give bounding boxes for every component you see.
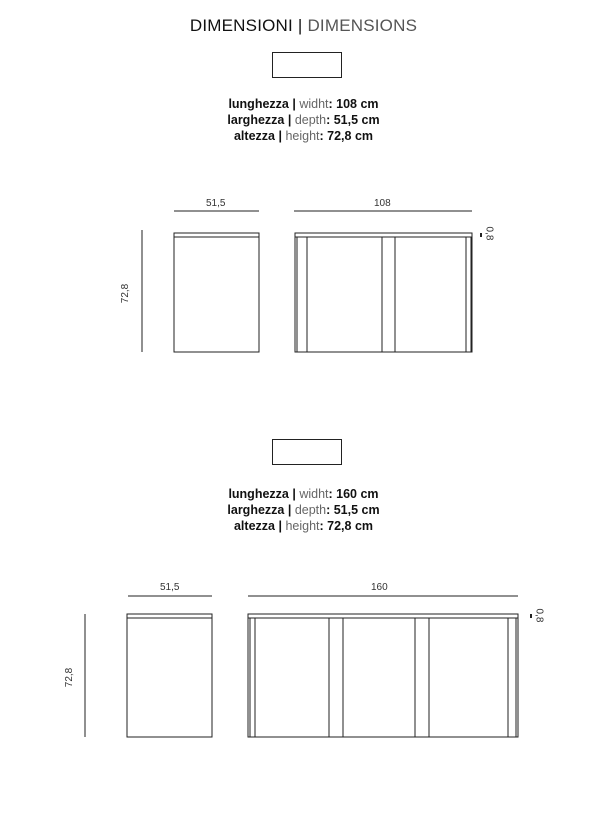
title-italian: DIMENSIONI <box>189 16 293 35</box>
spec-height: altezza | height: 72,8 cm <box>233 129 374 143</box>
product-2-front-width-label: 160 <box>371 582 388 593</box>
product-1-thickness-marker <box>480 233 482 237</box>
product-1-front-view <box>294 211 472 352</box>
product-2-side-width-label: 51,5 <box>160 582 180 593</box>
product-1-top-thickness-label: 0,8 <box>483 226 495 241</box>
spec-height: altezza | height: 72,8 cm <box>233 519 374 533</box>
product-1-side-width-label: 51,5 <box>206 198 226 209</box>
product-2-top-thickness-label: 0,8 <box>533 608 545 623</box>
spec-depth: larghezza | depth: 51,5 cm <box>227 503 380 517</box>
product-2-thickness-marker <box>530 614 532 618</box>
product-1-front-width-label: 108 <box>374 198 391 209</box>
spec-width: lunghezza | widht: 160 cm <box>228 487 379 501</box>
product-2-side-view <box>85 596 212 737</box>
spec-depth: larghezza | depth: 51,5 cm <box>227 113 380 127</box>
product-1-height-label: 72,8 <box>120 283 132 304</box>
title-separator: | <box>297 16 303 35</box>
spec-width: lunghezza | widht: 108 cm <box>228 97 379 111</box>
product-1-side-view <box>142 211 259 352</box>
product-2-front-view <box>248 596 518 737</box>
title-english: DIMENSIONS <box>307 16 418 35</box>
product-2-height-label: 72,8 <box>64 667 76 688</box>
